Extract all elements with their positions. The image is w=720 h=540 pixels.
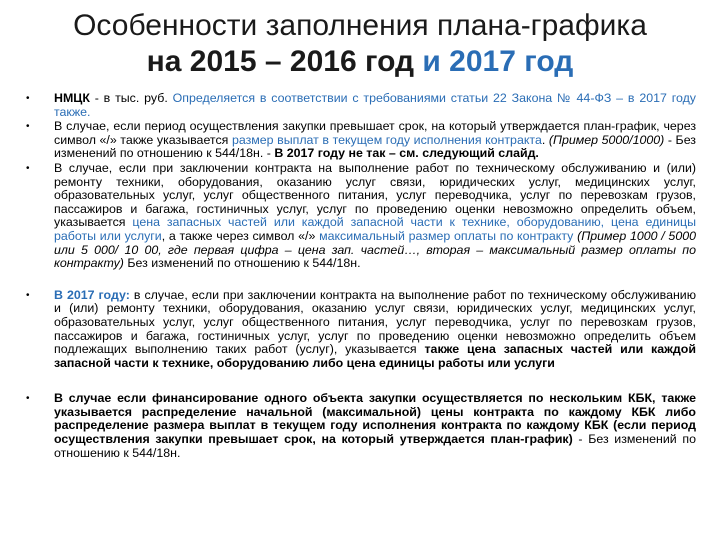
- spare-parts-example: (Пример 1000 / 5000 или 5 000/ 10 00, где первая цифра – цена зап. частей…, вторая – максимальный размер оплаты по контракту): [54, 228, 696, 271]
- bullet-icon: •: [26, 162, 30, 174]
- period-dot: .: [541, 132, 549, 147]
- nmck-term: НМЦК: [54, 91, 90, 105]
- bullet-item-spare-parts: [26, 162, 696, 271]
- year-2017-label: В 2017 году:: [54, 287, 130, 302]
- slide-title: [20, 8, 700, 80]
- bullet-icon: •: [26, 121, 30, 133]
- title-line-1: Особенности заполнения плана-графика: [73, 9, 647, 42]
- nmck-definition: Определяется в соответствии с требованиями статьи 22 Закона № 44-ФЗ – в 2017 году также.: [54, 91, 697, 119]
- year-2017-text: в случае, если при заключении контракта на выполнение работ по техническому обслуживанию и (или) ремонту техники, оборудования, оказанию услуг связи, юридических услуг, медицинских услуг, образовательных услуг, услуг общественного питания, услуг переводчика, услуг по перевозкам грузов, пассажиров и багажа, гостиничных услуг, услуг по проведению оценки невозможно определить объем подлежащих выполнению таких работ (услуг), указывается: [54, 287, 697, 357]
- nmck-unit: - в тыс. руб.: [89, 91, 173, 105]
- spare-parts-highlight: цена запасных частей или каждой запасной части к технике, оборудованию, цена единицы работы или услуги: [54, 215, 696, 243]
- spare-parts-max-payment: максимальный размер оплаты по контракту: [319, 228, 574, 243]
- period-2017-note: В 2017 году не так – см. следующий слайд.: [274, 146, 539, 161]
- bullet-icon: •: [26, 393, 30, 405]
- title-line-2: [20, 44, 700, 80]
- bullet-icon: •: [26, 93, 30, 104]
- bullet-item-kbk: [26, 392, 696, 460]
- period-example: (Пример 5000/1000): [548, 132, 665, 147]
- bullet-icon: •: [26, 289, 30, 301]
- period-note: - Без изменений по отношению к 544/18н. -: [54, 132, 696, 161]
- title-line-2-accent: и 2017 год: [422, 45, 574, 78]
- spare-parts-text: В случае, если при заключении контракта на выполнение работ по техническому обслуживанию и (или) ремонту техники, оборудования, оказанию услуг связи, юридических услуг, медицинских услуг, образовательных услуг, услуг общественного питания, услуг переводчика, услуг по перевозкам грузов, пассажиров и багажа, гостиничных услуг, услуг по проведению оценки невозможно определить объем, указывается: [54, 160, 696, 230]
- period-text: В случае, если период осуществления закупки превышает срок, на который утверждается план-график, через символ «/» также указывается: [54, 119, 696, 147]
- kbk-text: В случае если финансирование одного объекта закупки осуществляется по нескольким КБК, также указывается распределение начальной (максимальной) цены контракта по каждому КБК либо распределение размера выплат в текущем году исполнения контракта по каждому КБК (если период осуществления закупки превышает срок, на который утверждается план-график): [54, 391, 696, 447]
- title-line-2-main: на 2015 – 2016 год: [146, 45, 423, 78]
- kbk-note: - Без изменений по отношению к 544/18н.: [54, 432, 696, 460]
- bullet-item-2017: [26, 289, 696, 371]
- spare-parts-symbol: , а также через символ «/»: [161, 228, 320, 243]
- bullet-item-period: [26, 120, 696, 161]
- bullet-list: [26, 92, 696, 460]
- spare-parts-note: Без изменений по отношению к 544/18н.: [123, 256, 361, 271]
- year-2017-highlight: также цена запасных частей или каждой запасной части к технике, оборудованию либо цена единицы работы или услуги: [54, 342, 696, 370]
- bullet-item-nmck: [26, 92, 696, 119]
- period-highlight: размер выплат в текущем году исполнения контракта: [231, 132, 542, 147]
